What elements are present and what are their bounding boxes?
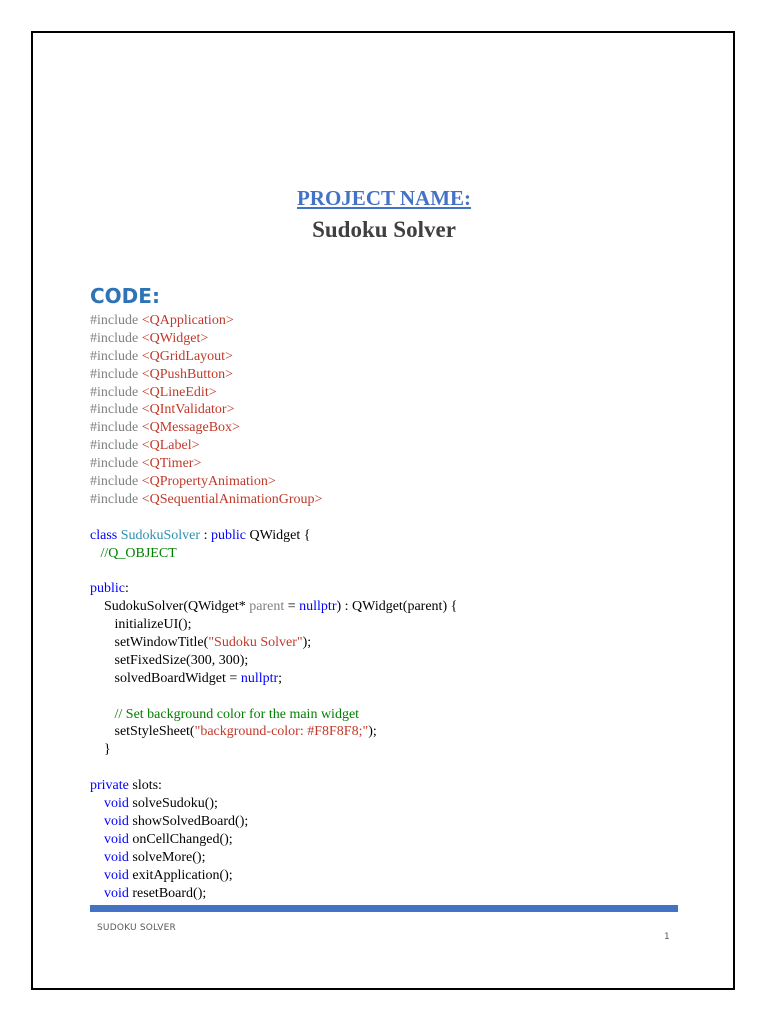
code-token: nullptr <box>240 670 279 686</box>
code-token: <QLabel> <box>141 438 200 454</box>
code-token: solveSudoku(); <box>128 796 218 812</box>
code-line <box>90 616 690 634</box>
code-token: #include <box>90 491 142 507</box>
code-token: class <box>90 527 121 543</box>
code-line <box>90 509 690 527</box>
code-line <box>90 545 690 563</box>
code-token: : <box>125 581 129 597</box>
code-line <box>90 670 690 688</box>
code-line <box>90 312 690 330</box>
code-line <box>90 330 690 348</box>
code-token: "background-color: #F8F8F8;" <box>194 724 369 740</box>
code-token: #include <box>90 384 142 400</box>
code-token: #include <box>90 313 142 328</box>
code-token: nullptr <box>299 599 337 615</box>
code-token: solveMore(); <box>128 849 206 865</box>
code-token <box>90 886 104 901</box>
code-token: #include <box>90 330 142 346</box>
code-token: <QPushButton> <box>141 366 233 382</box>
code-token: void <box>104 849 129 865</box>
code-token: "Sudoku Solver" <box>208 635 303 651</box>
page-number: 1 <box>664 932 670 942</box>
code-token: void <box>104 867 129 883</box>
code-token: setWindowTitle( <box>90 635 209 651</box>
code-token: ); <box>368 724 377 740</box>
code-token: solvedBoardWidget = <box>90 670 241 686</box>
code-token: } <box>90 742 111 758</box>
code-token <box>90 707 115 722</box>
code-line <box>90 366 690 384</box>
code-token: showSolvedBoard(); <box>128 813 249 829</box>
code-token: //Q_OBJECT <box>100 545 177 561</box>
code-token: exitApplication(); <box>128 867 233 883</box>
code-line <box>90 401 690 419</box>
code-block <box>90 312 690 902</box>
code-token: #include <box>90 438 142 454</box>
footer-label: SUDOKU SOLVER <box>97 923 176 933</box>
code-line <box>90 562 690 580</box>
code-token: SudokuSolver(QWidget* <box>90 599 250 615</box>
code-line <box>90 885 690 903</box>
code-line <box>90 688 690 706</box>
code-line <box>90 795 690 813</box>
code-token: QWidget { <box>245 527 311 543</box>
code-token: public <box>210 527 246 543</box>
code-token: setFixedSize(300, 300); <box>90 652 249 668</box>
code-line <box>90 831 690 849</box>
code-token: <QLineEdit> <box>141 384 217 400</box>
code-token: void <box>104 831 129 847</box>
code-line <box>90 384 690 402</box>
code-token: SudokuSolver <box>120 527 201 543</box>
code-token: #include <box>90 456 142 472</box>
code-token: ; <box>278 670 283 686</box>
code-line <box>90 419 690 437</box>
code-token: #include <box>90 366 142 382</box>
code-token <box>90 814 104 829</box>
code-token: setStyleSheet( <box>90 724 195 740</box>
code-line <box>90 652 690 670</box>
code-token: void <box>104 796 129 812</box>
code-line <box>90 527 690 545</box>
code-token <box>90 796 104 811</box>
code-token: : <box>200 527 211 543</box>
code-line <box>90 741 690 759</box>
project-name: Sudoku Solver <box>312 217 456 242</box>
code-token: <QWidget> <box>141 330 209 346</box>
code-line <box>90 455 690 473</box>
project-label: PROJECT NAME: <box>296 186 472 210</box>
code-token: void <box>104 885 129 901</box>
code-token: #include <box>90 348 142 364</box>
code-token: slots: <box>128 778 162 794</box>
code-line <box>90 759 690 777</box>
code-line <box>90 634 690 652</box>
code-token: <QGridLayout> <box>141 348 233 364</box>
code-token: parent <box>249 599 285 615</box>
code-line <box>90 777 690 795</box>
code-line <box>90 849 690 867</box>
code-token: ); <box>302 635 312 651</box>
title-block <box>0 184 768 246</box>
code-token: void <box>104 813 129 829</box>
code-line <box>90 706 690 724</box>
code-token <box>90 832 104 847</box>
code-line <box>90 598 690 616</box>
code-token: = <box>284 599 300 615</box>
footer-rule <box>90 905 678 912</box>
code-line <box>90 491 690 509</box>
code-token: #include <box>90 402 142 418</box>
code-line <box>90 723 690 741</box>
code-token: <QApplication> <box>141 313 234 328</box>
code-line <box>90 580 690 598</box>
code-token: private <box>90 778 129 794</box>
code-line <box>90 473 690 491</box>
code-token: initializeUI(); <box>90 617 192 633</box>
code-token: #include <box>90 420 142 436</box>
code-heading: CODE: <box>90 284 160 308</box>
code-token: <QTimer> <box>141 456 202 472</box>
code-line <box>90 348 690 366</box>
code-token <box>90 868 104 883</box>
code-token <box>90 850 104 865</box>
code-token: <QPropertyAnimation> <box>141 474 276 490</box>
code-line <box>90 867 690 885</box>
code-line <box>90 437 690 455</box>
code-token: <QIntValidator> <box>141 402 235 418</box>
code-token: <QSequentialAnimationGroup> <box>141 491 323 507</box>
code-token: resetBoard(); <box>128 885 207 901</box>
code-token: ) : QWidget(parent) { <box>336 599 458 615</box>
code-token <box>90 546 101 561</box>
code-token: // Set background color for the main widget <box>114 706 360 722</box>
code-token: #include <box>90 474 142 490</box>
code-token: onCellChanged(); <box>128 831 233 847</box>
code-token: public <box>90 581 125 597</box>
code-token: <QMessageBox> <box>141 420 240 436</box>
code-line <box>90 813 690 831</box>
